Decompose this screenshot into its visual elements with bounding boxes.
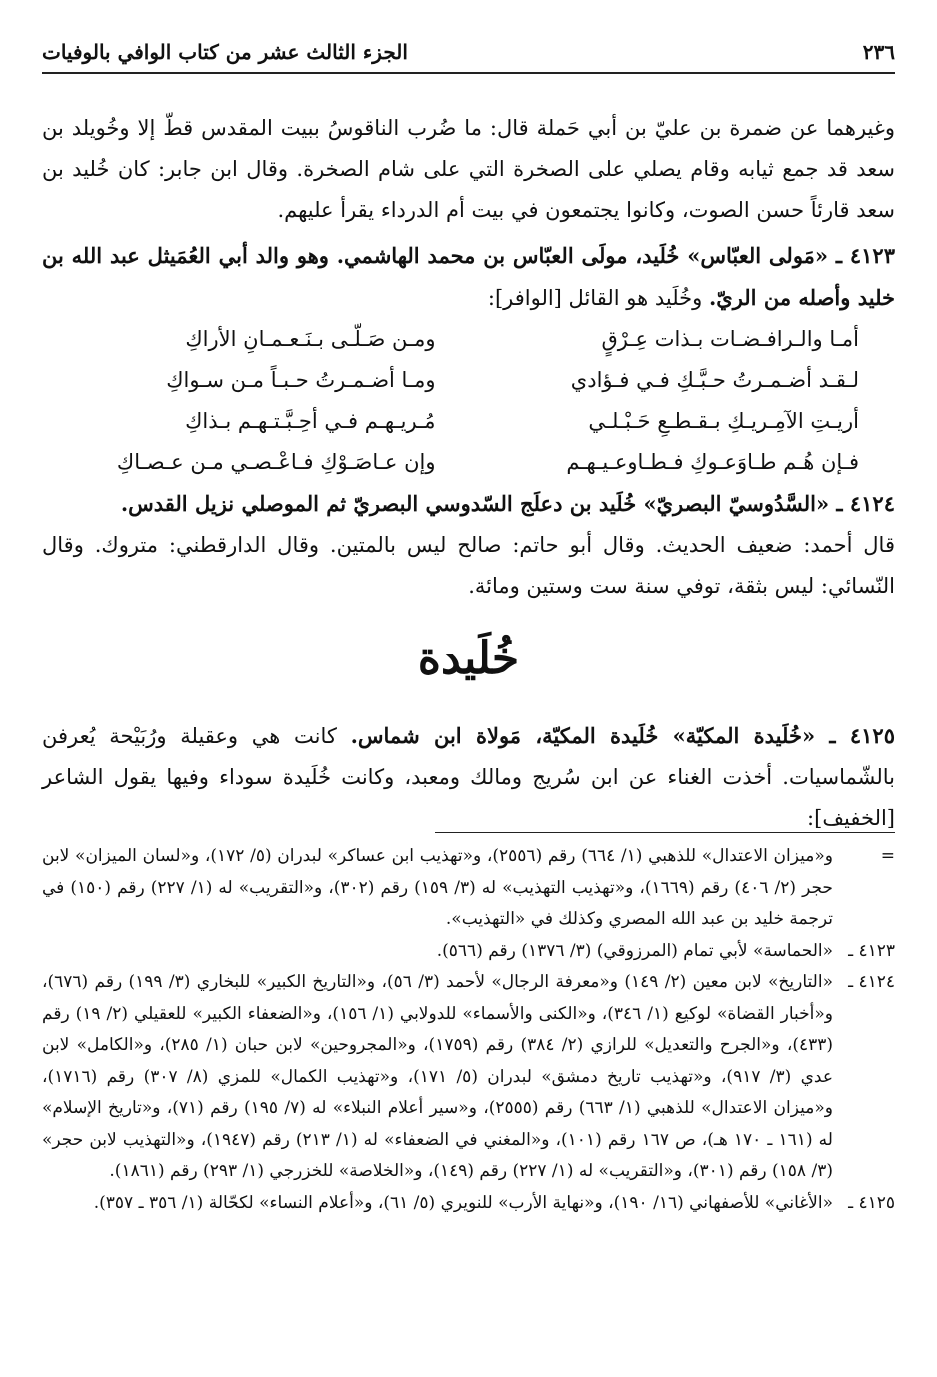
footnote bbox=[42, 967, 895, 1188]
footnote-number: ٤١٢٣ ـ bbox=[848, 940, 895, 961]
footnote bbox=[42, 936, 895, 968]
footnotes bbox=[42, 832, 895, 1219]
footnote bbox=[42, 1188, 895, 1220]
page-header bbox=[42, 32, 895, 74]
footnote-number: ٤١٢٤ ـ bbox=[848, 972, 895, 992]
page-number: ٢٣٦ bbox=[862, 40, 895, 64]
poem-line-3-sadr: أريـتِ الآمِـريـكِ بـقـطـعِ حَـبْـلـي bbox=[588, 409, 859, 433]
intro-paragraph: وغيرهما عن ضمرة بن عليّ بن أبي حَملة قال: ما ضُرب الناقوسُ ببيت المقدس قطّ إلا وخُويلد بن سعد قد جمع ثيابه وقام يصلي على الصخرة التي على شام الصخرة. وقال ابن جابر: كان خُليد بن سعد قارئاً حسن الصوت، وكانوا يجتمعون في بيت أم الدرداء يقرأ عليهم. bbox=[42, 116, 895, 222]
poem-line-1-ajuz: ومـن صَـلّـى بـنَـعـمـانِ الأراكِ bbox=[185, 327, 436, 351]
poem-line-1-sadr: أمـا والـرافـضـات بـذات عِـرْقٍ bbox=[601, 327, 859, 351]
entry-4124-text: قال أحمد: ضعيف الحديث. وقال أبو حاتم: صالح ليس بالمتين. وقال الدارقطني: متروك. وقال النّسائي: ليس بثقة، توفي سنة ست وستين ومائة. bbox=[42, 533, 895, 598]
poem-line-4-sadr: فـإن هُـم طـاوَعـوكِ فـطـاوعـيـهـم bbox=[566, 450, 859, 474]
entry-4125 bbox=[42, 715, 895, 839]
footnote bbox=[42, 841, 895, 936]
entry-4125-text: كانت هي وعقيلة ورُبَيْحة يُعرفن بالشّماسيات. أخذت الغناء عن ابن سُريج ومالك ومعبد، وكانت خُلَيدة سوداء وفيها يقول الشاعر [الخفيف]: bbox=[42, 724, 895, 830]
footnote-text: «التاريخ» لابن معين (٢/ ١٤٩) و«معرفة الرجال» لأحمد (٣/ ٥٦)، و«التاريخ الكبير» للبخاري (٣/ ١٩٩) رقم (٦٧٦)، و«أخبار القضاة» لوكيع (١/ ٣٤٦)، و«الكنى والأسماء» للدولابي (١/ ١٥٦)، و«الضعفاء الكبير» للعقيلي (٢/ ١٩) رقم (٤٣٣)، و«الجرح والتعديل» للرازي (٢/ ٣٨٤) رقم (١٧٥٩)، و«المجروحين» لابن حبان (١/ ٢٨٥)، و«الكامل» لابن عدي (٣/ ٩١٧)، و«تهذيب تاريخ دمشق» لبدران (٥/ ١٧١)، و«تهذيب الكمال» للمزي (٨/ ٣٠٧) رقم (١٧١٦)، و«ميزان الاعتدال» للذهبي (١/ ٦٦٣) رقم (٢٥٥٥)، و«سير أعلام النبلاء» له (٧/ ١٩٥) رقم (٧١)، و«تاريخ الإسلام» له (١٦١ ـ ١٧٠ هـ)، ص ١٦٧ رقم (١٠١)، و«المغني في الضعفاء» له (١/ ٢١٣) رقم (١٩٤٧)، و«التهذيب لابن حجر» (٣/ ١٥٨) رقم (٣٠١)، و«التقريب» له (١/ ٢٢٧) رقم (١٤٩)، و«الخلاصة» للخزرجي (١/ ٢٩٣) رقم (١٨٦١). bbox=[42, 972, 834, 1181]
poem-line-4-ajuz: وإن عـاصَـوْكِ فـاعْـصـي مـن عـصـاكِ bbox=[116, 450, 436, 474]
entry-4123 bbox=[42, 235, 895, 319]
section-title: خُلَيدة bbox=[417, 633, 520, 684]
footnote-number: ٤١٢٥ ـ bbox=[848, 1192, 895, 1213]
footnote-text: «الحماسة» لأبي تمام (المرزوقي) (٣/ ١٣٧٦) رقم (٥٦٦). bbox=[436, 940, 833, 961]
poem-line-3-ajuz: مُـريـهـم فـي أحِـبَّـتـهـم بـذاكِ bbox=[185, 409, 436, 433]
footnote-number: = bbox=[880, 846, 895, 866]
entry-4124-heading: ٤١٢٤ ـ «السَّدُوسيّ البصريّ» خُلَيد بن دعلَج السّدوسي البصريّ ثم الموصلي نزيل القدس. bbox=[120, 491, 895, 516]
entry-4123-text: وخُلَيد هو القائل [الوافر]: bbox=[487, 286, 703, 310]
footnote-text: و«ميزان الاعتدال» للذهبي (١/ ٦٦٤) رقم (٢٥٥٦)، و«تهذيب ابن عساكر» لبدران (٥/ ١٧٢)، و«لسان الميزان» لابن حجر (٢/ ٤٠٦) رقم (١٦٦٩)، و«تهذيب التهذيب» له (٣/ ١٥٩) رقم (٣٠٢)، و«التقريب» له (١/ ٢٢٧) رقم (١٥٠) في ترجمة خليد بن عبد الله المصري وكذلك في «التهذيب». bbox=[42, 846, 833, 929]
entry-4123-heading: ٤١٢٣ ـ «مَولى العبّاس» خُلَيد، مولَى العبّاس بن محمد الهاشمي. وهو والد أبي العُمَيثل عبد الله بن خليد وأصله من الريّ. bbox=[42, 243, 895, 310]
poem bbox=[60, 319, 859, 483]
main-text bbox=[42, 108, 895, 839]
running-title: الجزء الثالث عشر من كتاب الوافي بالوفيات bbox=[42, 40, 408, 64]
entry-4124 bbox=[42, 483, 895, 525]
poem-line-2-ajuz: ومـا أضـمـرتُ حـبـاً مـن سـواكِ bbox=[166, 368, 436, 392]
footnote-text: «الأغاني» للأصفهاني (١٦/ ١٩٠)، و«نهاية الأرب» للنويري (٥/ ٦١)، و«أعلام النساء» لكحّالة (١/ ٣٥٦ ـ ٣٥٧). bbox=[93, 1192, 833, 1213]
poem-line-2-sadr: لـقـد أضـمـرتُ حـبَّـكِ فـي فـؤادي bbox=[570, 368, 859, 392]
entry-4125-heading: ٤١٢٥ ـ «خُلَيدة المكيّة» خُلَيدة المكيّة، مَولاة ابن شماس. bbox=[350, 723, 895, 748]
footnote-divider bbox=[435, 832, 895, 833]
